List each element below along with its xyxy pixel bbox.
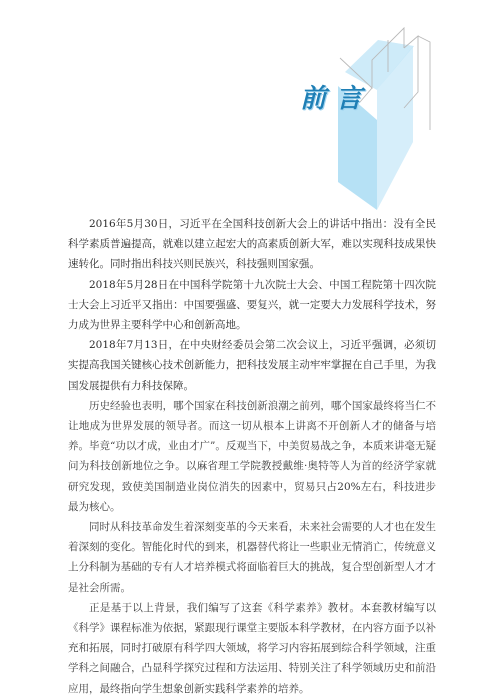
page-title: 前言 [300,84,373,114]
paragraph: 正是基于以上背景，我们编写了这套《科学素养》教材。本套教材编写以《科学》课程标准为依据，紧跟现行课堂主要版本科学教材，在内容方面予以补充和拓展，同时打破原有科学四大领域，将学习内容拓展到综合科学领域，注重学科之间融合，凸显科学探究过程和方法运用、特别关注了科学领域历史和前沿应用，最终指向学生想象创新实践科学素养的培养。 [68,601,436,695]
paragraph: 2016年5月30日，习近平在全国科技创新大会上的讲话中指出：没有全民科学素质普遍提高，就难以建立起宏大的高素质创新大军，难以实现科技成果快速转化。同时指出科技兴则民族兴，科技强则国家强。 [68,218,436,271]
paragraph: 2018年5月28日在中国科学院第十九次院士大会、中国工程院第十四次院士大会上习近平又指出：中国要强盛、要复兴，就一定要大力发展科学技术，努力成为世界主要科学中心和创新高地。 [68,278,436,332]
body-text [68,214,436,699]
header-decoration [0,0,503,210]
paragraph: 同时从科技革命发生着深刻变革的今天来看，未来社会需要的人才也在发生着深刻的变化。智能化时代的到来，机器替代将让一些职业无情消亡，传统意义上分科制为基础的专有人才培养模式将面临着巨大的挑战，复合型创新型人才才是社会所需。 [68,521,436,594]
paragraph: 历史经验也表明，哪个国家在科技创新浪潮之前列，哪个国家最终将当仁不让地成为世界发展的领导者。而这一切从根本上讲离不开创新人才的储备与培养。毕竟“功以才成，业由才广”。反观当下，中美贸易战之争，本质来讲毫无疑问为科技创新地位之争。以麻省理工学院教授戴维·奥特等人为首的经济学家就研究发现，致使美国制造业岗位消失的因素中，贸易只占20%左右，科技进步最为核心。 [68,399,436,513]
paragraph: 2018年7月13日，在中央财经委员会第二次会议上，习近平强调，必须切实提高我国关键核心技术创新能力，把科技发展主动牢牢掌握在自己手里，为我国发展提供有力科技保障。 [68,339,436,392]
